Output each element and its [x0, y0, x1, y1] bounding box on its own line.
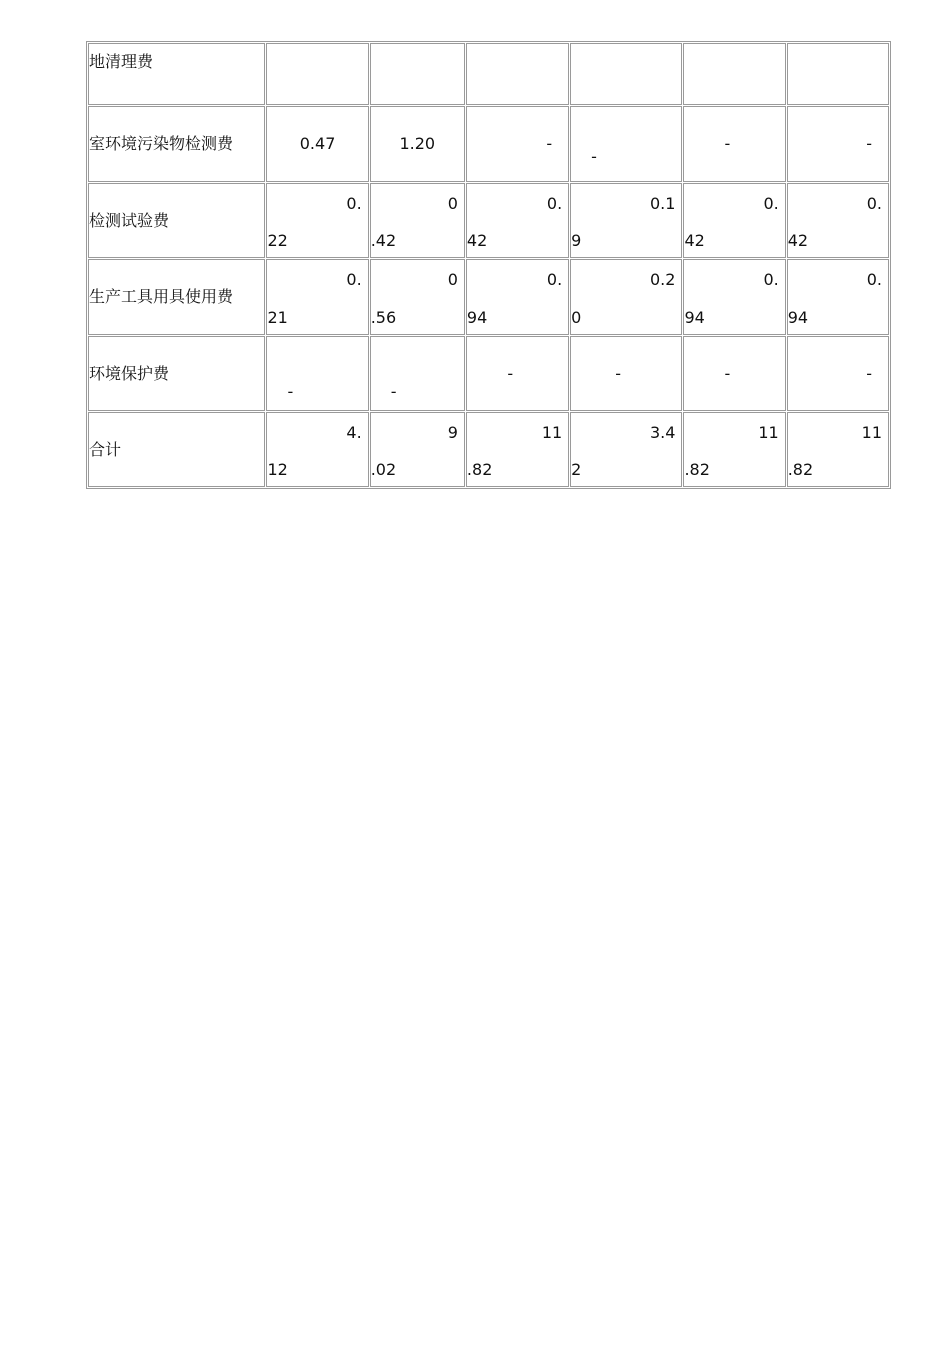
value-cell — [266, 336, 368, 412]
cell-value-lower: 22 — [267, 231, 288, 251]
cell-value-lower: .56 — [370, 307, 397, 327]
table-row — [88, 43, 889, 105]
cell-dash: - — [724, 363, 731, 383]
row-label: 生产工具用具使用费 — [89, 287, 234, 307]
value-cell — [266, 259, 368, 335]
cell-value-lower: .42 — [370, 231, 397, 251]
cell-dash: - — [866, 134, 872, 154]
value-cell — [266, 412, 368, 487]
value-cell — [787, 412, 889, 487]
value-cell — [570, 412, 682, 487]
row-label: 检测试验费 — [89, 210, 170, 230]
value-cell — [570, 106, 682, 182]
cell-dash: - — [724, 134, 731, 154]
cell-dash: - — [390, 382, 397, 402]
value-cell — [370, 412, 465, 487]
value-cell — [787, 259, 889, 335]
cell-value-lower: 0 — [571, 307, 582, 327]
cell-value-upper: 11 — [541, 423, 563, 443]
cell-value-upper: 11 — [861, 423, 882, 443]
cell-dash: - — [615, 363, 622, 383]
cell-dash: - — [507, 363, 514, 383]
value-cell — [466, 106, 569, 182]
cell-dash: - — [287, 382, 294, 402]
cell-value-lower: 2 — [571, 460, 582, 479]
row-label-cell — [88, 183, 265, 259]
value-cell — [266, 43, 368, 105]
cell-value-lower: .82 — [787, 460, 814, 479]
value-cell — [466, 183, 569, 259]
value-cell — [683, 183, 785, 259]
cost-table — [86, 41, 891, 489]
row-label: 室环境污染物检测费 — [89, 134, 234, 154]
value-cell — [466, 336, 569, 412]
row-label: 合计 — [89, 439, 122, 459]
cell-dash: - — [591, 146, 597, 166]
cell-value-lower: .02 — [370, 460, 397, 479]
cell-value-upper: 0. — [546, 270, 563, 290]
cell-value-lower: 94 — [466, 307, 488, 327]
value-cell — [683, 259, 785, 335]
table-row — [88, 412, 889, 487]
cell-value-upper: 11 — [758, 423, 779, 443]
cell-value-lower: 94 — [684, 307, 705, 327]
cell-value-upper: 0. — [546, 193, 563, 213]
value-cell — [570, 43, 682, 105]
cell-value-upper: 0. — [346, 193, 362, 213]
value-cell — [683, 106, 785, 182]
row-label-cell — [88, 259, 265, 335]
value-cell — [370, 43, 465, 105]
cell-value-upper: 0. — [866, 270, 882, 290]
value-cell — [787, 106, 889, 182]
value-cell — [370, 259, 465, 335]
cell-value-upper: 0 — [447, 193, 458, 213]
row-label-cell — [88, 336, 265, 412]
value-cell — [787, 183, 889, 259]
cell-value-lower: 42 — [787, 231, 809, 251]
cell-value-upper: 3.4 — [650, 423, 676, 443]
value-cell — [466, 412, 569, 487]
cell-value-upper: 0.1 — [650, 193, 676, 213]
table-row — [88, 259, 889, 335]
value-cell — [683, 412, 785, 487]
value-cell — [570, 183, 682, 259]
cell-value-lower: 21 — [267, 307, 288, 327]
cell-value-lower: 42 — [466, 231, 488, 251]
value-cell — [570, 259, 682, 335]
value-cell — [466, 43, 569, 105]
cell-value-upper: 0 — [447, 270, 458, 290]
value-cell — [787, 43, 889, 105]
cell-value-lower: 94 — [787, 307, 809, 327]
cell-value-upper: 9 — [447, 423, 458, 443]
cell-value-lower: 9 — [571, 231, 582, 251]
cell-value: 1.20 — [399, 134, 436, 154]
value-cell — [683, 43, 785, 105]
table-row — [88, 183, 889, 259]
row-label: 地清理费 — [89, 52, 154, 71]
cell-value-lower: 42 — [684, 231, 705, 251]
cell-dash: - — [866, 363, 872, 383]
cell-value: 0.47 — [299, 134, 336, 154]
value-cell — [266, 183, 368, 259]
cell-value-lower: .82 — [466, 460, 493, 479]
value-cell — [683, 336, 785, 412]
table-row — [88, 336, 889, 412]
value-cell — [370, 106, 465, 182]
cell-value-lower: .82 — [684, 460, 710, 479]
row-label: 环境保护费 — [89, 363, 170, 383]
cell-value-upper: 4. — [346, 423, 362, 443]
cell-dash: - — [546, 134, 553, 154]
value-cell — [466, 259, 569, 335]
cell-value-upper: 0. — [763, 270, 779, 290]
value-cell — [787, 336, 889, 412]
cell-value-upper: 0.2 — [650, 270, 676, 290]
row-label-cell — [88, 43, 265, 105]
table-row — [88, 106, 889, 182]
value-cell — [370, 336, 465, 412]
cell-value-upper: 0. — [763, 193, 779, 213]
value-cell — [570, 336, 682, 412]
cell-value-upper: 0. — [346, 270, 362, 290]
value-cell — [370, 183, 465, 259]
value-cell — [266, 106, 368, 182]
row-label-cell — [88, 412, 265, 487]
row-label-cell — [88, 106, 265, 182]
cell-value-upper: 0. — [866, 193, 882, 213]
cell-value-lower: 12 — [267, 460, 288, 479]
